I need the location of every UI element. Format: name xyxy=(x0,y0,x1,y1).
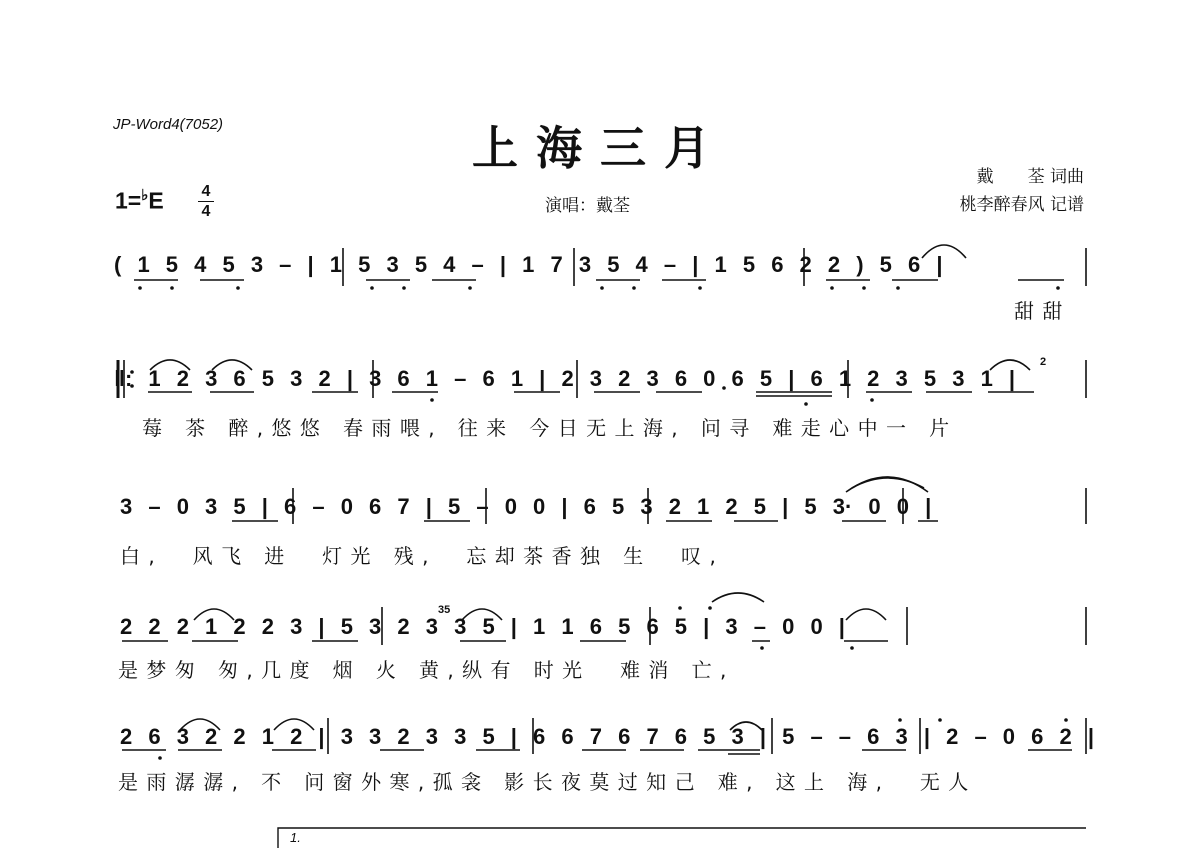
row-2-lyrics: 莓 茶 醉,悠悠 春雨喂, 往来 今日无上海, 问寻 难走心中一 片 xyxy=(142,416,958,440)
song-title: 上海三月 xyxy=(472,121,728,175)
row-3-notes: 3 – 0 3 5 | 6 – 0 6 7 | 5 – 0 0 | 6 5 3 2 1 2 5 | 5 3· 0 0 | xyxy=(120,494,932,519)
row-5-notes: 2 6 3 2 2 1 2 | 3 3 2 3 3 5 | 6 6 7 6 7 6 5 3 | 5 – – 6 3 | 2 – 0 6 2 | xyxy=(120,724,1095,749)
row-1-lyrics: 甜甜 xyxy=(1014,299,1071,323)
key-note: E xyxy=(148,187,164,214)
volta-bracket xyxy=(278,828,1086,848)
key-prefix: 1= xyxy=(115,187,142,214)
row-4-lyrics: 是梦匆 匆,几度 烟 火 黄,纵有 时光 难消 亡, xyxy=(118,658,735,682)
grace-note-2: 35 xyxy=(438,604,451,616)
lyricist-composer: 戴 荃 词曲 xyxy=(976,167,1084,187)
time-bottom: 4 xyxy=(201,203,211,220)
software-version: JP-Word4(7052) xyxy=(113,116,224,133)
volta-label: 1. xyxy=(290,830,301,845)
row-2-notes: ‖: 1 2 3 6 5 3 2 | 3 6 1 – 6 1 | 2 3 2 3 6 0 6 5 | 6 1 2 3 5 3 1 | xyxy=(114,366,1016,391)
row-1-notes: ( 1 5 4 5 3 – | 1 5 3 5 4 – | 1 7 3 5 4 – | 1 5 6 2 2 ) 5 6 | xyxy=(114,252,943,277)
row-3-lyrics: 白, 风飞 进 灯光 残, 忘却茶香独 生 叹, xyxy=(120,544,725,568)
singer: 演唱：戴荃 xyxy=(545,196,630,216)
grace-note-1: 2 xyxy=(1040,356,1047,368)
row-5-lyrics: 是雨潺潺, 不 问窗外寒,孤衾 影长夜莫过知己 难, 这上 海, 无人 xyxy=(118,770,977,794)
flat-sign: ♭ xyxy=(141,187,149,204)
row-4-notes: 2 2 2 1 2 2 3 | 5 3 2 3 3 5 | 1 1 6 5 6 5 | 3 – 0 0 | xyxy=(120,614,845,639)
time-top: 4 xyxy=(201,183,211,200)
transcriber: 桃李醉春风 记谱 xyxy=(959,195,1084,215)
